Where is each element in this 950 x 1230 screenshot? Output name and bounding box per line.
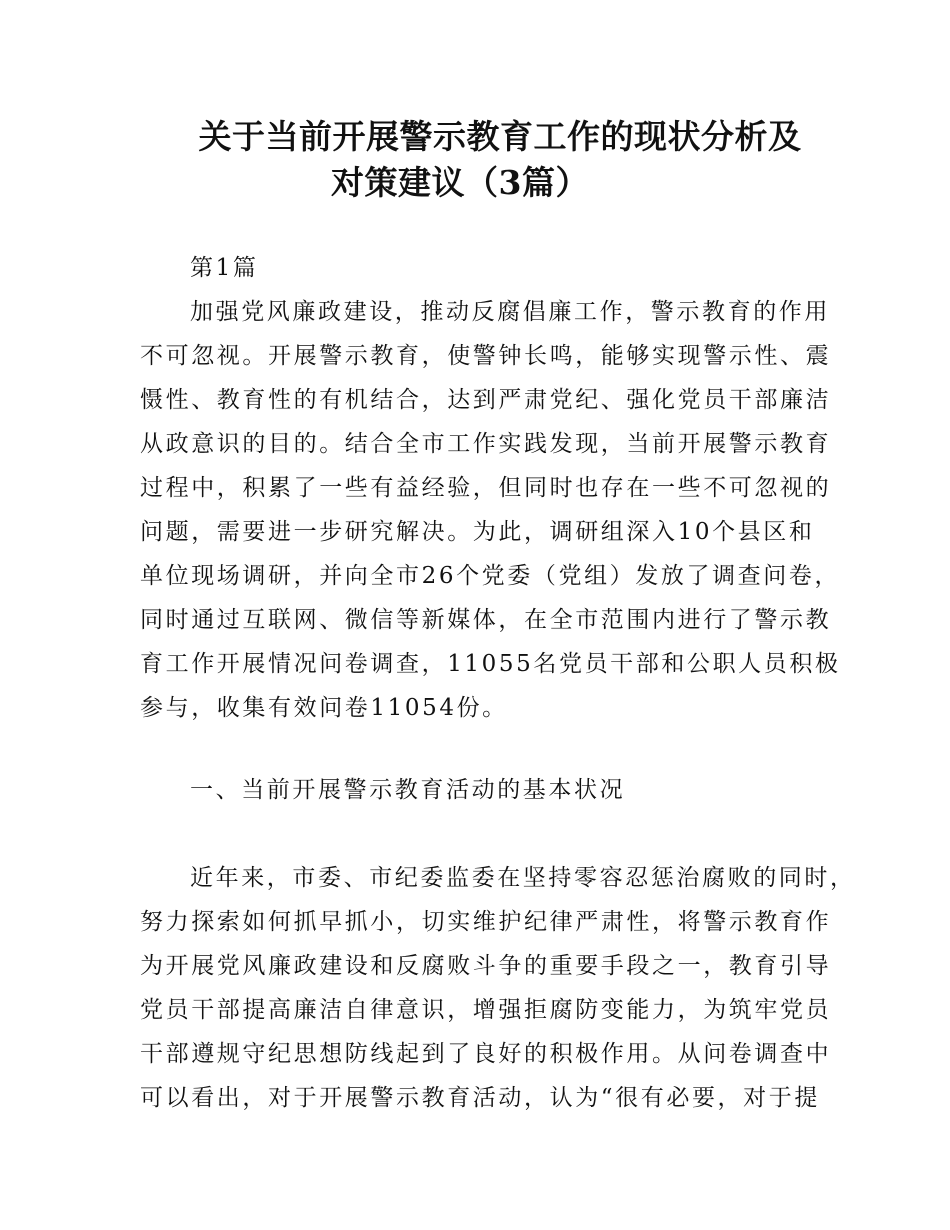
intro-line: 参与，收集有效问卷11054份。: [140, 695, 508, 721]
section-line: 近年来，市委、市纪委监委在坚持零容忍惩治腐败的同时，: [190, 865, 856, 891]
chapter-label: 第1篇: [190, 255, 259, 281]
intro-line: 育工作开展情况问卷调查，11055名党员干部和公职人员积极: [140, 651, 841, 677]
section-line: 党员干部提高廉洁自律意识，增强拒腐防变能力，为筑牢党员: [140, 997, 832, 1023]
section-heading: 一、当前开展警示教育活动的基本状况: [190, 777, 626, 803]
intro-line: 慑性、教育性的有机结合，达到严肃党纪、强化党员干部廉洁: [140, 387, 832, 413]
intro-line: 问题，需要进一步研究解决。为此，调研组深入10个县区和: [140, 519, 815, 545]
section-line: 干部遵规守纪思想防线起到了良好的积极作用。从问卷调查中: [140, 1041, 832, 1067]
intro-line: 不可忽视。开展警示教育，使警钟长鸣，能够实现警示性、震: [140, 343, 832, 369]
intro-line: 单位现场调研，并向全市26个党委（党组）发放了调查问卷，: [140, 563, 841, 589]
document-title-line-2: 对策建议（3篇）: [331, 163, 589, 202]
intro-line: 从政意识的目的。结合全市工作实践发现，当前开展警示教育: [140, 431, 832, 457]
intro-line: 同时通过互联网、微信等新媒体，在全市范围内进行了警示教: [140, 607, 832, 633]
section-line: 为开展党风廉政建设和反腐败斗争的重要手段之一，教育引导: [140, 953, 832, 979]
intro-line: 加强党风廉政建设，推动反腐倡廉工作，警示教育的作用: [190, 299, 830, 325]
section-line: 可以看出，对于开展警示教育活动，认为“很有必要，对于提: [140, 1085, 820, 1111]
intro-line: 过程中，积累了一些有益经验，但同时也存在一些不可忽视的: [140, 475, 832, 501]
section-line: 努力探索如何抓早抓小，切实维护纪律严肃性，将警示教育作: [140, 909, 832, 935]
document-title-line-1: 关于当前开展警示教育工作的现状分析及: [198, 117, 802, 156]
